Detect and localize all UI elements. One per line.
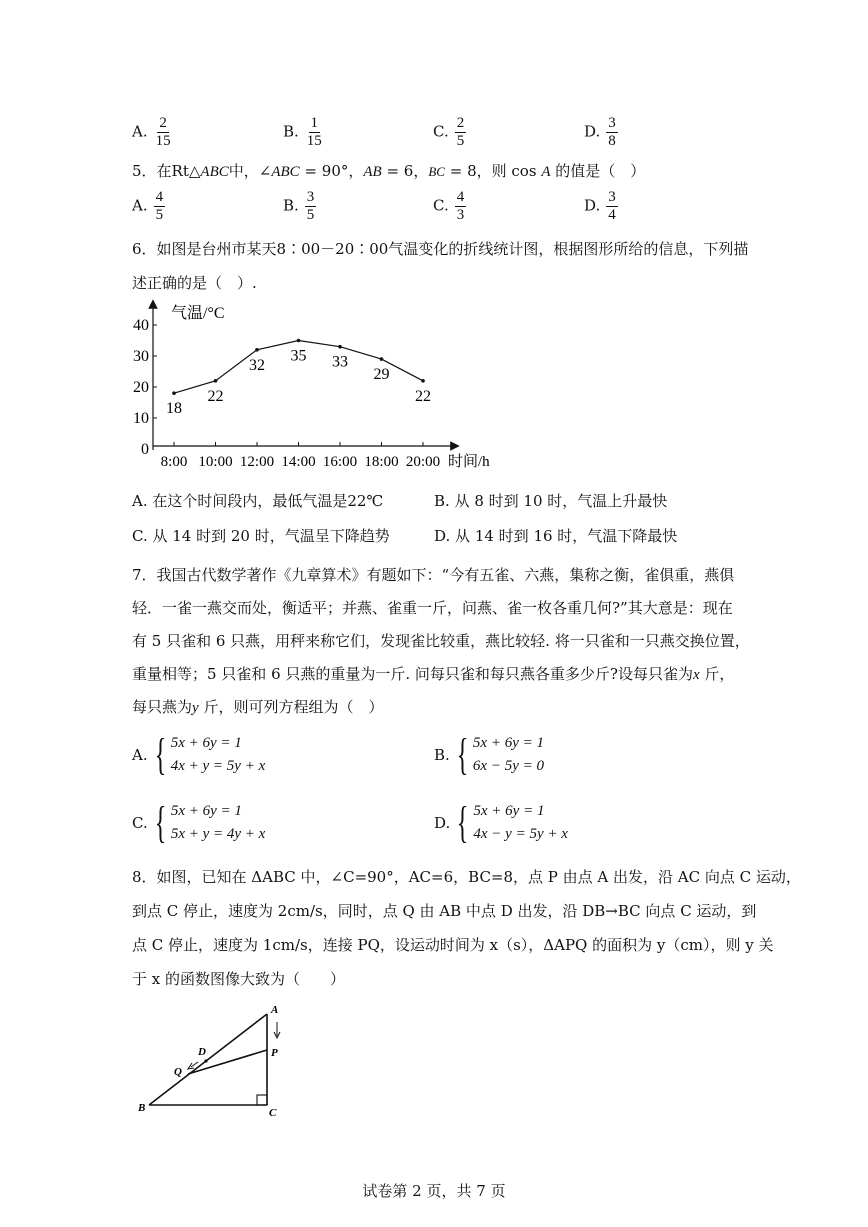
equation-system: 5x + 6y = 1 4x − y = 5y + x xyxy=(473,803,568,842)
side-ab xyxy=(149,1014,267,1105)
x-tick-label: 12:00 xyxy=(239,454,275,470)
y-tick-label: 10 xyxy=(133,410,149,427)
q7-option-d: D. { 5x + 6y = 1 4x − y = 5y + x xyxy=(434,798,568,847)
q5-option-a: A. $\frac{4}{5}$ xyxy=(132,189,164,223)
label-d: D xyxy=(198,1046,206,1058)
temperature-line-chart xyxy=(130,298,510,478)
q8-stem-line1: 8．如图，已知在 ΔABC 中，∠C=90°，AC=6，BC=8，点 P 由点 A 出发，沿 AC 向点 C 运动， xyxy=(132,868,801,886)
label-b: B xyxy=(138,1102,146,1114)
fraction: $\frac{4}{5}$ xyxy=(155,189,164,223)
motion-arrow-q xyxy=(191,1062,198,1067)
y-tick-label: 0 xyxy=(141,441,149,458)
q8-stem-line4: 于 x 的函数图像大致为（ ） xyxy=(132,970,345,988)
q7-option-b: B. { 5x + 6y = 1 6x − 5y = 0 xyxy=(434,730,544,779)
fraction: $\frac{4}{3}$ xyxy=(456,189,465,223)
fraction: $\frac{1}{15}$ xyxy=(306,115,322,149)
fraction: $\frac{3}{8}$ xyxy=(608,115,616,149)
q7-option-a: A. { 5x + 6y = 1 4x + y = 5y + x xyxy=(132,730,266,779)
q6-option-a: A. 在这个时间段内，最低气温是22℃ xyxy=(132,492,384,510)
equation-system: 5x + 6y = 1 6x − 5y = 0 xyxy=(472,735,544,774)
data-label: 29 xyxy=(373,366,390,384)
q4-option-d: D. $\frac{3}{8}$ xyxy=(584,115,616,149)
label-p: P xyxy=(271,1047,278,1059)
q6-option-b: B. 从 8 时到 10 时，气温上升最快 xyxy=(434,492,668,510)
x-tick-label: 20:00 xyxy=(405,454,441,470)
q8-stem-line2: 到点 C 停止，速度为 2cm/s，同时，点 Q 由 AB 中点 D 出发，沿 DB→BC 向点 C 运动，到 xyxy=(132,902,757,920)
y-axis-label: 气温/°C xyxy=(171,305,225,322)
triangle-figure xyxy=(130,1000,300,1120)
label-a: A xyxy=(271,1004,279,1016)
data-label: 22 xyxy=(415,387,431,405)
q5-option-b: B. $\frac{3}{5}$ xyxy=(283,189,315,223)
q4-option-a: A. $\frac{2}{15}$ xyxy=(132,115,171,149)
q7-stem-line2: 轻．一雀一燕交而处，衡适平；并燕、雀重一斤，问燕、雀一枚各重几何?”其大意是：现在 xyxy=(132,599,733,617)
q7-option-c: C. { 5x + 6y = 1 5x + y = 4y + x xyxy=(132,798,266,847)
data-point xyxy=(214,379,218,383)
right-angle-mark xyxy=(257,1095,267,1105)
x-tick-label: 14:00 xyxy=(281,454,316,470)
data-label: 33 xyxy=(332,353,348,371)
data-point xyxy=(255,348,259,352)
q7-stem-line5: 每只燕为y 斤，则可列方程组为（ ） xyxy=(132,698,384,716)
q4-option-c: C. $\frac{2}{5}$ xyxy=(433,115,465,149)
q5-option-c: C. $\frac{4}{3}$ xyxy=(433,189,465,223)
q7-stem-line3: 有 5 只雀和 6 只燕，用秤来称它们，发现雀比较重，燕比较轻. 将一只雀和一只燕交换位置， xyxy=(132,632,750,650)
data-point xyxy=(338,345,342,349)
x-tick-label: 18:00 xyxy=(364,454,399,470)
label-c: C xyxy=(269,1107,277,1119)
data-point xyxy=(380,357,384,361)
q6-option-c: C. 从 14 时到 20 时，气温呈下降趋势 xyxy=(132,527,390,545)
equation-system: 5x + 6y = 1 4x + y = 5y + x xyxy=(170,735,266,774)
point-d-dot xyxy=(204,1059,207,1062)
data-point xyxy=(421,379,425,383)
fraction: $\frac{2}{5}$ xyxy=(456,115,465,149)
equation-system: 5x + 6y = 1 5x + y = 4y + x xyxy=(170,803,266,842)
fraction: $\frac{2}{15}$ xyxy=(155,115,171,149)
q8-stem-line3: 点 C 停止，速度为 1cm/s，连接 PQ，设运动时间为 x（s），ΔAPQ 的面积为 y（cm），则 y 关 xyxy=(132,936,774,954)
data-label: 18 xyxy=(166,400,182,418)
q6-stem-line1: 6．如图是台州市某天8∶00－20∶00气温变化的折线统计图，根据图形所给的信息，下列描 xyxy=(132,240,749,258)
label-q: Q xyxy=(174,1066,182,1078)
page-footer: 试卷第 2 页，共 7 页 xyxy=(362,1182,506,1200)
x-axis-label: 时间/h xyxy=(448,454,490,470)
q7-stem-line4: 重量相等；5 只雀和 6 只燕的重量为一斤. 问每只雀和每只燕各重多少斤?设每只雀为x 斤， xyxy=(132,665,735,683)
data-point xyxy=(172,391,176,395)
q7-stem-line1: 7．我国古代数学著作《九章算术》有题如下：“今有五雀、六燕，集称之衡，雀俱重，燕俱 xyxy=(132,566,735,584)
x-tick-label: 16:00 xyxy=(322,454,358,470)
q6-option-d: D. 从 14 时到 16 时，气温下降最快 xyxy=(434,527,678,545)
q5-option-d: D. $\frac{3}{4}$ xyxy=(584,189,616,223)
fraction: $\frac{3}{4}$ xyxy=(608,189,616,223)
y-tick-label: 30 xyxy=(133,348,149,365)
y-tick-label: 40 xyxy=(133,317,149,334)
x-tick-label: 8:00 xyxy=(160,454,188,470)
data-label: 32 xyxy=(249,356,265,374)
data-label: 35 xyxy=(290,347,307,365)
x-tick-label: 10:00 xyxy=(198,454,233,470)
q5-stem: 5．在Rt△ABC中，∠ABC = 90°，AB = 6，BC = 8，则 cos A 的值是（ ） xyxy=(132,162,646,180)
y-tick-label: 20 xyxy=(133,379,149,396)
q4-option-b: B. $\frac{1}{15}$ xyxy=(283,115,322,149)
fraction: $\frac{3}{5}$ xyxy=(306,189,315,223)
q6-stem-line2: 述正确的是（ ）. xyxy=(132,274,257,292)
data-point xyxy=(297,339,301,343)
data-label: 22 xyxy=(207,387,224,405)
